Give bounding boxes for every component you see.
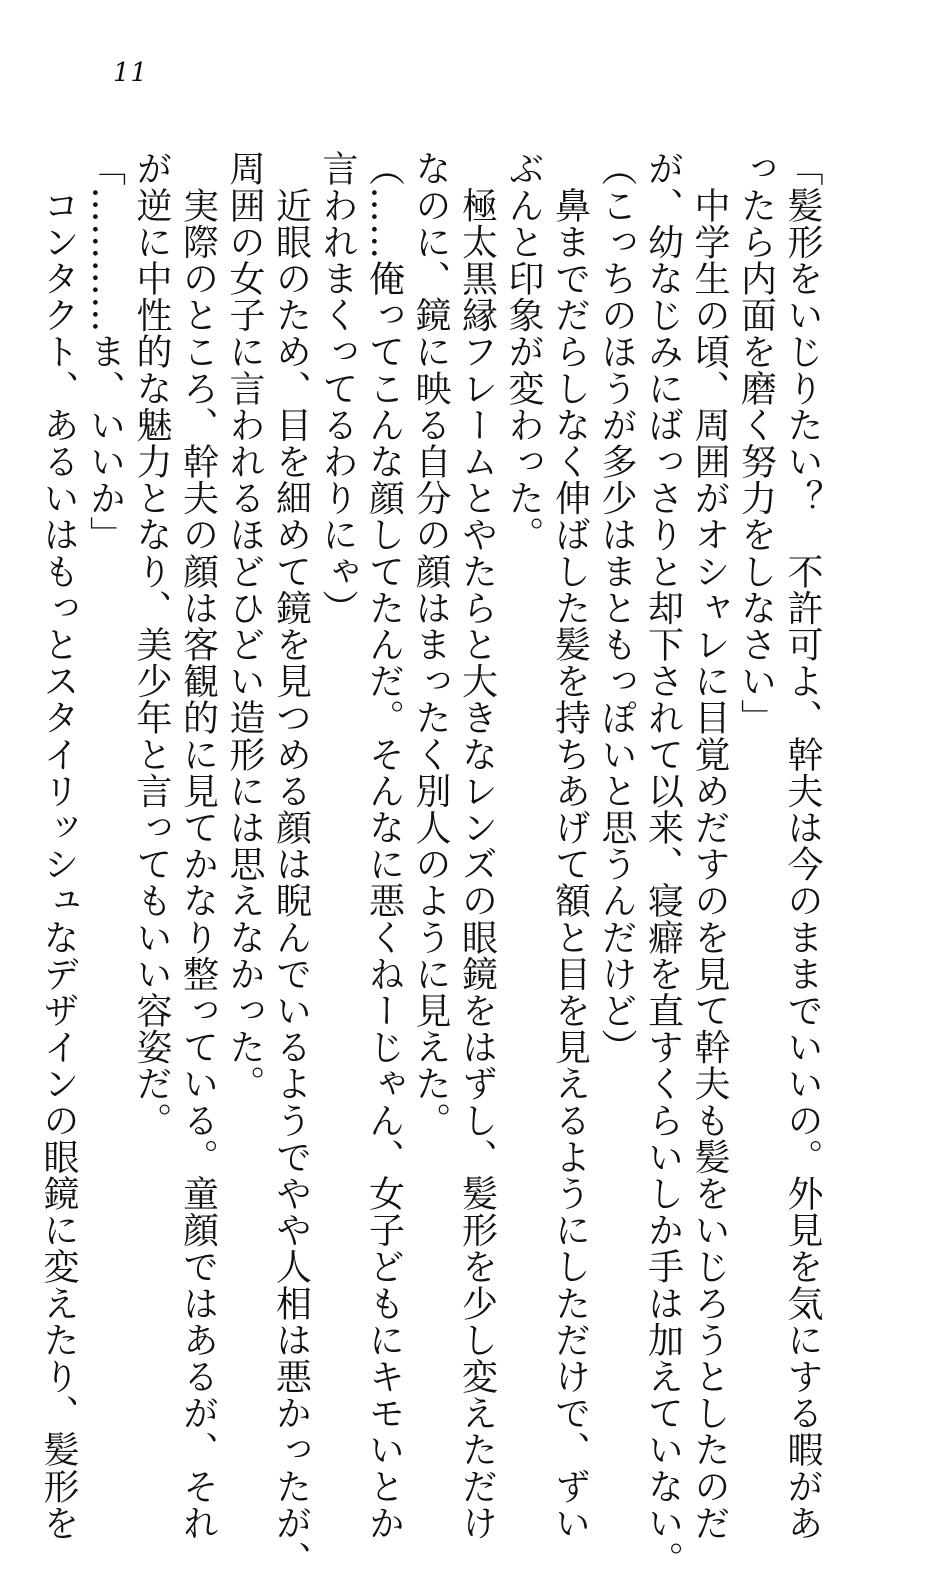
text-line: 実際のところ、幹夫の顔は客観的に見てかなり整っている。童顔ではあるが、それ <box>177 150 219 1541</box>
text-line: 「…………ま、いいか」 <box>84 150 126 553</box>
text-line: が、幼なじみにばっさりと却下されて以来、寝癖を直すくらいしか手は加えていない。 <box>642 150 684 1577</box>
text-line: 鼻までだらしなく伸ばした髪を持ちあげて額と目を見えるようにしただけで、ずい <box>549 150 591 1541</box>
text-line: （……俺ってこんな顔してたんだ。そんなに悪くねーじゃん、女子どもにキモいとか <box>363 150 405 1541</box>
text-line: ぶんと印象が変わった。 <box>503 150 544 553</box>
text-line: 近眼のため、目を細めて鏡を見つめる顔は睨んでいるようでやや人相は悪かったが、 <box>270 150 312 1577</box>
page-number: 11 <box>113 58 149 88</box>
text-line: （こっちのほうが多少はまともっぽいと思うんだけど） <box>596 150 637 1065</box>
text-line: が逆に中性的な魅力となり、美少年と言ってもいい容姿だ。 <box>131 150 172 1139</box>
text-line: コンタクト、あるいはもっとスタイリッシュなデザインの眼鏡に変えたり、髪形を <box>38 150 79 1541</box>
text-line: 言われまくってるわりにゃ） <box>317 150 358 626</box>
text-line: 周囲の女子に言われるほどひどい造形には思えなかった。 <box>224 150 265 1102</box>
text-line: 「髪形をいじりたい？ 不許可よ、幹夫は今のままでいいの。外見を気にする暇があ <box>782 150 823 1541</box>
text-line: ったら内面を磨く努力をしなさい」 <box>735 150 777 736</box>
text-line: 極太黒縁フレームとやたらと大きなレンズの眼鏡をはずし、髪形を少し変えただけ <box>456 150 498 1541</box>
text-line: 中学生の頃、周囲がオシャレに目覚めだすのを見て幹夫も髪をいじろうとしたのだ <box>689 150 730 1541</box>
vertical-text-body <box>38 150 825 1577</box>
text-line: なのに、鏡に映る自分の顔はまったく別人のように見えた。 <box>410 150 451 1139</box>
